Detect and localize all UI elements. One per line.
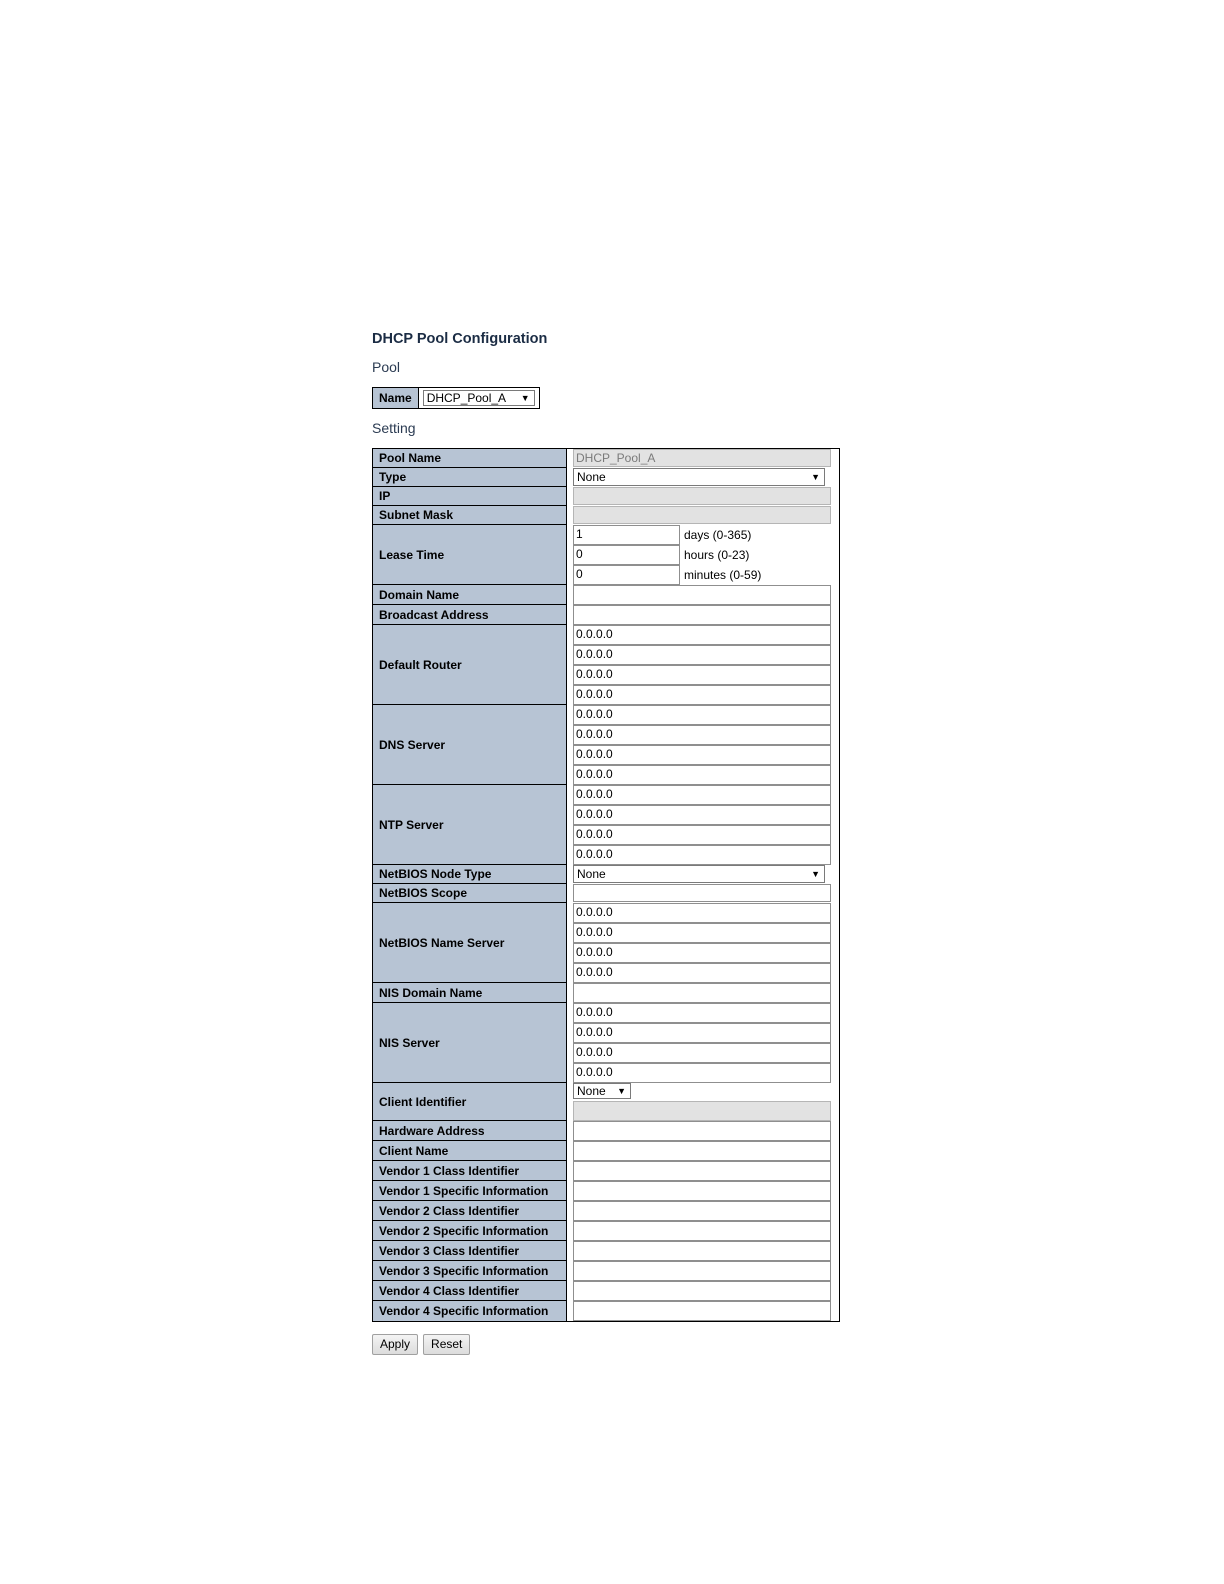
page-title: DHCP Pool Configuration bbox=[372, 331, 548, 347]
lease-hours-unit: hours (0-23) bbox=[684, 547, 750, 562]
vendor2-info-input[interactable] bbox=[573, 1221, 831, 1241]
pool-selector-table bbox=[372, 387, 540, 409]
nis-server-input-1[interactable]: 0.0.0.0 bbox=[573, 1003, 831, 1023]
button-bar bbox=[372, 1334, 842, 1355]
hardware-address-input[interactable] bbox=[573, 1121, 831, 1141]
ntp-server-input-2[interactable]: 0.0.0.0 bbox=[573, 805, 831, 825]
default-router-input-3[interactable]: 0.0.0.0 bbox=[573, 665, 831, 685]
row-vendor4-info bbox=[373, 1301, 840, 1322]
broadcast-address-input[interactable] bbox=[573, 605, 831, 625]
row-default-router bbox=[373, 625, 840, 705]
row-netbios-name-server bbox=[373, 903, 840, 983]
dns-server-input-2[interactable]: 0.0.0.0 bbox=[573, 725, 831, 745]
row-hardware-address bbox=[373, 1121, 840, 1141]
row-broadcast-address bbox=[373, 605, 840, 625]
row-vendor3-info bbox=[373, 1261, 840, 1281]
vendor1-info-label: Vendor 1 Specific Information bbox=[373, 1181, 567, 1201]
dhcp-pool-config-page bbox=[372, 330, 842, 1355]
vendor4-class-label: Vendor 4 Class Identifier bbox=[373, 1281, 567, 1301]
type-select-value: None bbox=[577, 469, 606, 484]
lease-days-unit: days (0-365) bbox=[684, 527, 752, 542]
vendor4-info-label: Vendor 4 Specific Information bbox=[373, 1301, 567, 1322]
ntp-server-input-3[interactable]: 0.0.0.0 bbox=[573, 825, 831, 845]
row-vendor4-class bbox=[373, 1281, 840, 1301]
hardware-address-label: Hardware Address bbox=[373, 1121, 567, 1141]
domain-name-input[interactable] bbox=[573, 585, 831, 605]
nis-server-input-4[interactable]: 0.0.0.0 bbox=[573, 1063, 831, 1083]
vendor1-class-label: Vendor 1 Class Identifier bbox=[373, 1161, 567, 1181]
nis-domain-name-label: NIS Domain Name bbox=[373, 983, 567, 1003]
netbios-node-type-label: NetBIOS Node Type bbox=[373, 865, 567, 884]
row-netbios-node-type bbox=[373, 865, 840, 884]
vendor4-class-input[interactable] bbox=[573, 1281, 831, 1301]
setting-table bbox=[372, 448, 840, 1322]
client-name-input[interactable] bbox=[573, 1141, 831, 1161]
row-vendor1-class bbox=[373, 1161, 840, 1181]
lease-hours-input[interactable]: 0 bbox=[573, 545, 680, 565]
client-name-label: Client Name bbox=[373, 1141, 567, 1161]
pool-name-field: DHCP_Pool_A bbox=[573, 449, 831, 467]
ntp-server-input-4[interactable]: 0.0.0.0 bbox=[573, 845, 831, 865]
row-vendor2-info bbox=[373, 1221, 840, 1241]
vendor3-info-input[interactable] bbox=[573, 1261, 831, 1281]
chevron-down-icon: ▼ bbox=[617, 1086, 626, 1097]
nis-server-input-3[interactable]: 0.0.0.0 bbox=[573, 1043, 831, 1063]
subnet-mask-label: Subnet Mask bbox=[373, 506, 567, 525]
row-vendor2-class bbox=[373, 1201, 840, 1221]
row-client-identifier bbox=[373, 1083, 840, 1121]
ntp-server-input-1[interactable]: 0.0.0.0 bbox=[573, 785, 831, 805]
dns-server-input-3[interactable]: 0.0.0.0 bbox=[573, 745, 831, 765]
netbios-name-server-input-4[interactable]: 0.0.0.0 bbox=[573, 963, 831, 983]
client-identifier-type-select[interactable] bbox=[573, 1083, 631, 1099]
nis-server-label: NIS Server bbox=[373, 1003, 567, 1083]
reset-button[interactable]: Reset bbox=[423, 1334, 470, 1355]
netbios-name-server-label: NetBIOS Name Server bbox=[373, 903, 567, 983]
lease-minutes-input[interactable]: 0 bbox=[573, 565, 680, 585]
row-vendor3-class bbox=[373, 1241, 840, 1261]
setting-heading: Setting bbox=[372, 420, 416, 436]
row-ntp-server bbox=[373, 785, 840, 865]
nis-server-input-2[interactable]: 0.0.0.0 bbox=[573, 1023, 831, 1043]
ntp-server-label: NTP Server bbox=[373, 785, 567, 865]
dns-server-input-1[interactable]: 0.0.0.0 bbox=[573, 705, 831, 725]
row-nis-domain-name bbox=[373, 983, 840, 1003]
subnet-mask-field bbox=[573, 506, 831, 524]
default-router-input-2[interactable]: 0.0.0.0 bbox=[573, 645, 831, 665]
dns-server-label: DNS Server bbox=[373, 705, 567, 785]
netbios-node-type-select[interactable] bbox=[573, 865, 825, 883]
pool-name-select-label: Name bbox=[373, 388, 419, 409]
client-identifier-label: Client Identifier bbox=[373, 1083, 567, 1121]
pool-heading: Pool bbox=[372, 359, 401, 375]
nis-domain-name-input[interactable] bbox=[573, 983, 831, 1003]
pool-name-select[interactable] bbox=[423, 390, 535, 406]
vendor3-class-label: Vendor 3 Class Identifier bbox=[373, 1241, 567, 1261]
vendor2-class-input[interactable] bbox=[573, 1201, 831, 1221]
dns-server-input-4[interactable]: 0.0.0.0 bbox=[573, 765, 831, 785]
netbios-scope-label: NetBIOS Scope bbox=[373, 884, 567, 903]
pool-name-label: Pool Name bbox=[373, 449, 567, 468]
vendor2-info-label: Vendor 2 Specific Information bbox=[373, 1221, 567, 1241]
pool-name-select-value: DHCP_Pool_A bbox=[426, 390, 507, 405]
default-router-input-1[interactable]: 0.0.0.0 bbox=[573, 625, 831, 645]
netbios-name-server-input-2[interactable]: 0.0.0.0 bbox=[573, 923, 831, 943]
row-nis-server bbox=[373, 1003, 840, 1083]
default-router-label: Default Router bbox=[373, 625, 567, 705]
ip-field bbox=[573, 487, 831, 505]
row-type bbox=[373, 468, 840, 487]
lease-days-input[interactable]: 1 bbox=[573, 525, 680, 545]
vendor3-class-input[interactable] bbox=[573, 1241, 831, 1261]
vendor1-info-input[interactable] bbox=[573, 1181, 831, 1201]
row-subnet-mask bbox=[373, 506, 840, 525]
client-identifier-type-value: None bbox=[577, 1084, 606, 1099]
broadcast-address-label: Broadcast Address bbox=[373, 605, 567, 625]
lease-minutes-unit: minutes (0-59) bbox=[684, 567, 762, 582]
default-router-input-4[interactable]: 0.0.0.0 bbox=[573, 685, 831, 705]
apply-button[interactable]: Apply bbox=[372, 1334, 418, 1355]
ip-label: IP bbox=[373, 487, 567, 506]
row-ip bbox=[373, 487, 840, 506]
vendor3-info-label: Vendor 3 Specific Information bbox=[373, 1261, 567, 1281]
row-vendor1-info bbox=[373, 1181, 840, 1201]
type-label: Type bbox=[373, 468, 567, 487]
vendor4-info-input[interactable] bbox=[573, 1301, 831, 1321]
row-dns-server bbox=[373, 705, 840, 785]
vendor1-class-input[interactable] bbox=[573, 1161, 831, 1181]
type-select[interactable] bbox=[573, 468, 825, 486]
lease-time-label: Lease Time bbox=[373, 525, 567, 585]
chevron-down-icon: ▼ bbox=[520, 392, 530, 403]
client-identifier-field bbox=[573, 1101, 831, 1121]
row-domain-name bbox=[373, 585, 840, 605]
chevron-down-icon: ▼ bbox=[811, 868, 820, 879]
chevron-down-icon: ▼ bbox=[811, 471, 820, 482]
vendor2-class-label: Vendor 2 Class Identifier bbox=[373, 1201, 567, 1221]
domain-name-label: Domain Name bbox=[373, 585, 567, 605]
netbios-node-type-value: None bbox=[577, 866, 606, 881]
row-client-name bbox=[373, 1141, 840, 1161]
netbios-scope-input[interactable] bbox=[573, 884, 831, 902]
netbios-name-server-input-1[interactable]: 0.0.0.0 bbox=[573, 903, 831, 923]
pool-name-select-cell bbox=[418, 388, 539, 409]
row-lease-time bbox=[373, 525, 840, 585]
netbios-name-server-input-3[interactable]: 0.0.0.0 bbox=[573, 943, 831, 963]
row-netbios-scope bbox=[373, 884, 840, 903]
row-pool-name bbox=[373, 449, 840, 468]
